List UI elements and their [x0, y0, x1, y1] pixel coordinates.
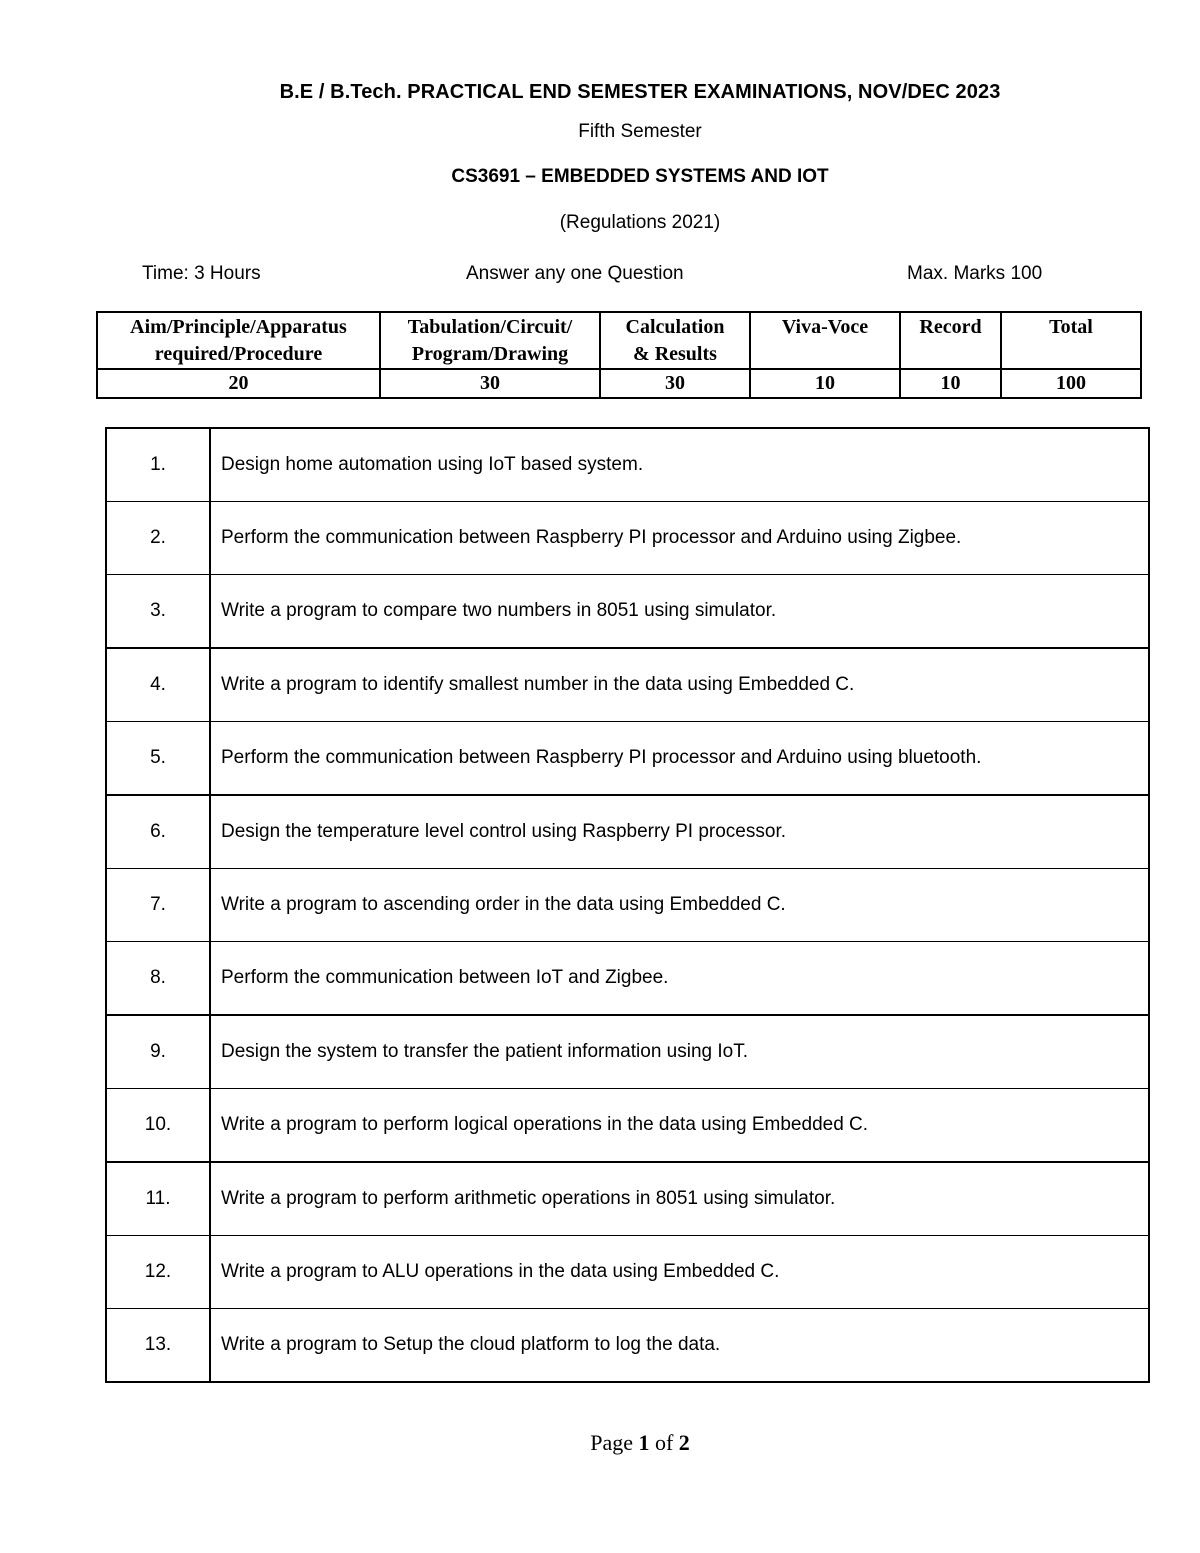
current-page-number: 1	[638, 1430, 650, 1455]
question-text: Perform the communication between Raspberry PI processor and Arduino using Zigbee.	[210, 502, 1149, 575]
questions-table	[105, 427, 1150, 1383]
question-text: Write a program to perform arithmetic operations in 8051 using simulator.	[210, 1162, 1149, 1236]
question-row	[106, 648, 1149, 722]
marks-header-line2: required/Procedure	[154, 343, 323, 365]
marks-header-cell	[97, 312, 380, 369]
exam-title: B.E / B.Tech. PRACTICAL END SEMESTER EXAMINATIONS, NOV/DEC 2023	[279, 81, 1001, 103]
question-row	[106, 795, 1149, 869]
instruction-label: Answer any one Question	[466, 263, 684, 284]
question-row	[106, 575, 1149, 649]
question-text: Design the temperature level control using Raspberry PI processor.	[210, 795, 1149, 869]
marks-value-cell: 100	[1001, 369, 1141, 398]
max-marks-label: Max. Marks 100	[907, 263, 1043, 284]
question-number: 6.	[106, 795, 210, 869]
question-number: 10.	[106, 1089, 210, 1163]
question-number: 13.	[106, 1309, 210, 1383]
marks-header-cell	[600, 312, 750, 369]
marks-header-cell	[380, 312, 600, 369]
total-pages-number: 2	[678, 1430, 690, 1455]
marks-distribution-table	[96, 311, 1142, 399]
marks-value-cell: 10	[750, 369, 900, 398]
question-row	[106, 1089, 1149, 1163]
question-number: 8.	[106, 942, 210, 1016]
marks-header-cell	[1001, 312, 1141, 369]
question-row	[106, 869, 1149, 942]
marks-header-cell	[750, 312, 900, 369]
question-text: Write a program to identify smallest number in the data using Embedded C.	[210, 648, 1149, 722]
question-row	[106, 1162, 1149, 1236]
time-label: Time: 3 Hours	[142, 263, 261, 284]
marks-value-cell: 10	[900, 369, 1001, 398]
question-number: 7.	[106, 869, 210, 942]
page-footer	[0, 1430, 1200, 1456]
question-row	[106, 942, 1149, 1016]
marks-value-cell: 30	[600, 369, 750, 398]
semester-label: Fifth Semester	[578, 121, 702, 142]
question-number: 1.	[106, 428, 210, 502]
marks-header-line1: Viva-Voce	[781, 316, 869, 338]
of-word: of	[654, 1430, 674, 1455]
question-row	[106, 428, 1149, 502]
marks-header-line1: Aim/Principle/Apparatus	[130, 316, 347, 338]
marks-header-row	[97, 312, 1141, 369]
marks-header-line1: Calculation	[625, 316, 725, 338]
question-number: 12.	[106, 1236, 210, 1309]
course-title: CS3691 – EMBEDDED SYSTEMS AND IOT	[451, 166, 829, 187]
marks-header-line1: Tabulation/Circuit/	[407, 316, 573, 338]
question-text: Write a program to ALU operations in the data using Embedded C.	[210, 1236, 1149, 1309]
marks-values-row	[97, 369, 1141, 398]
marks-value-cell: 20	[97, 369, 380, 398]
question-text: Perform the communication between IoT and Zigbee.	[210, 942, 1149, 1016]
question-text: Write a program to ascending order in the data using Embedded C.	[210, 869, 1149, 942]
question-text: Design home automation using IoT based system.	[210, 428, 1149, 502]
question-number: 3.	[106, 575, 210, 649]
marks-header-line2: Program/Drawing	[411, 343, 569, 365]
question-number: 9.	[106, 1015, 210, 1089]
question-row	[106, 1236, 1149, 1309]
question-number: 2.	[106, 502, 210, 575]
page-word: Page	[590, 1430, 633, 1455]
question-text: Perform the communication between Raspberry PI processor and Arduino using bluetooth.	[210, 722, 1149, 796]
question-text: Write a program to Setup the cloud platform to log the data.	[210, 1309, 1149, 1383]
question-text: Design the system to transfer the patient information using IoT.	[210, 1015, 1149, 1089]
question-number: 4.	[106, 648, 210, 722]
question-row	[106, 722, 1149, 796]
marks-value-cell: 30	[380, 369, 600, 398]
marks-header-cell	[900, 312, 1001, 369]
regulations-label: (Regulations 2021)	[559, 212, 721, 233]
marks-header-line2: & Results	[633, 343, 717, 365]
question-row	[106, 1015, 1149, 1089]
marks-header-line1: Total	[1049, 316, 1093, 338]
question-text: Write a program to compare two numbers in 8051 using simulator.	[210, 575, 1149, 649]
question-row	[106, 1309, 1149, 1383]
question-text: Write a program to perform logical operations in the data using Embedded C.	[210, 1089, 1149, 1163]
question-number: 11.	[106, 1162, 210, 1236]
question-number: 5.	[106, 722, 210, 796]
question-row	[106, 502, 1149, 575]
marks-header-line1: Record	[919, 316, 982, 338]
